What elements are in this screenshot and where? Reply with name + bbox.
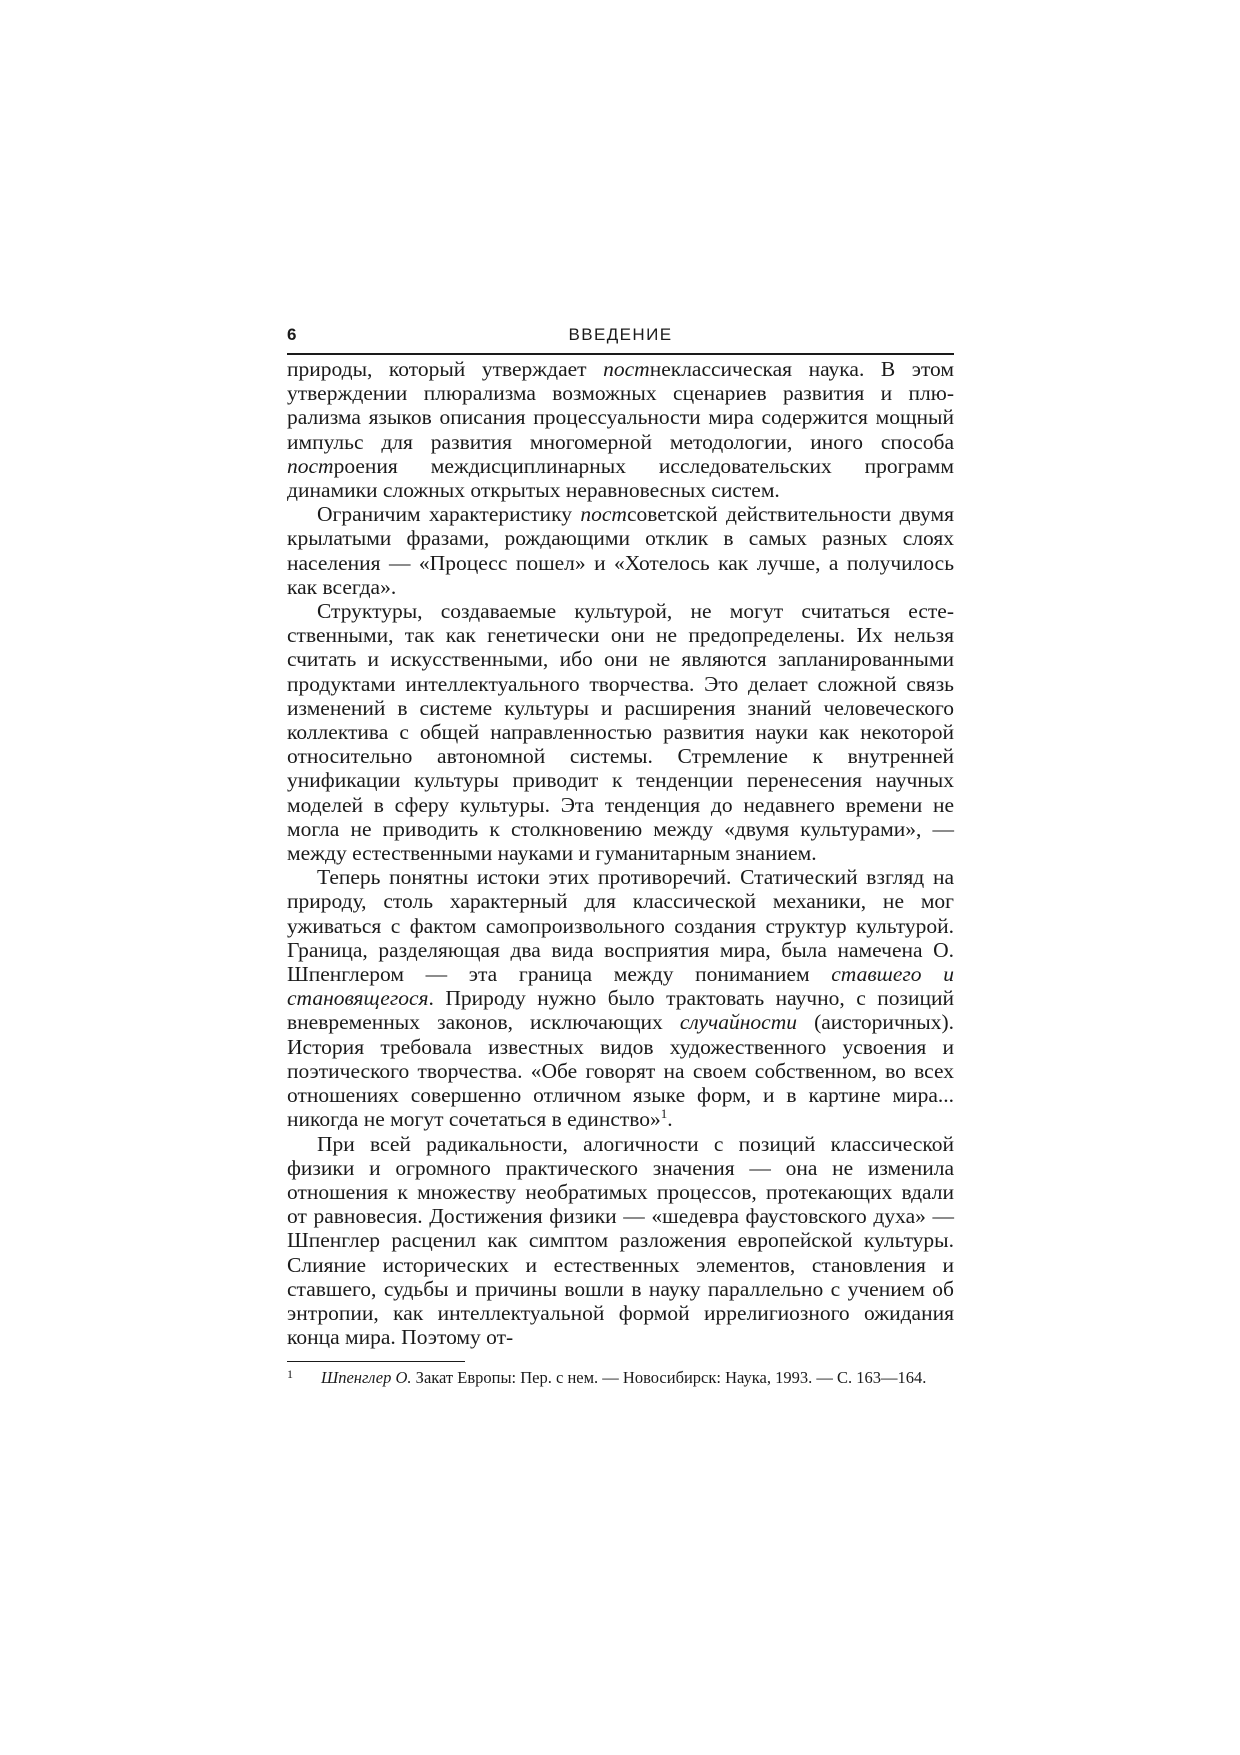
text-segment: роения междисциплинарных исследовательских программ динамики сложных открытых неравновесных систем. [287,453,954,503]
book-page [287,323,954,1388]
footnote-reference: 1 [660,1106,668,1122]
footnote-author: Шпенглер О. [321,1368,412,1388]
text-segment: советской действительности двумя крылатыми фразами, рождающими отклик в самых разных слоях населения — «Процесс пошел» и «Хотелось как лучше, а получилось как всегда». [287,502,954,599]
page-number: 6 [287,325,297,344]
text-segment: . Природу нужно было трактовать научно, с позиций вневременных законов, исключающих [287,986,954,1035]
text-segment: Теперь понятны истоки этих противоречий. Статический взгляд на природу, столь характерный для классической механики, не мог уживаться с фактом самопроизвольного создания структур культурой. Граница, разделяющая два вида восприятия мира, была намечена О. Шпенглером — эта граница между пониманием [287,865,954,987]
paragraph [287,502,954,599]
paragraph [287,599,954,865]
emphasis-text: ставшего и становящегося [287,962,954,1011]
paragraph [287,357,954,502]
footnote-marker: 1 [287,1367,293,1382]
text-segment: . [667,1107,673,1132]
text-segment: (аисторичных). История требовала известных видов художественного усвоения и поэтического творчества. «Обе говорят на своем собственном, во всех отношениях совершенно отличном языке форм, и в картине мира... никогда не могут сочетаться в единство» [287,1010,954,1132]
emphasis-text: пост [287,453,334,478]
paragraph [287,865,954,1131]
footnote [287,1368,954,1388]
text-segment: природы, который утверждает [287,357,604,381]
paragraph [287,1132,954,1350]
section-title: ВВЕДЕНИЕ [568,325,673,344]
footnote-divider [287,1361,465,1362]
text-segment: При всей радикальности, алогичности с позиций классической физики и огромного практического значения — она не изменила отношения к множеству необратимых процессов, протекающих вдали от равновесия. Достижения физики — «шедевра фаустовского духа» — Шпенглер расценил как симптом разложения европейской культуры. Слияние исторических и естественных элементов, становления и ставшего, судьбы и причины вошли в науку параллельно с учением об энтропии, как интеллектуальной формой иррелигиозного ожидания конца мира. Поэтому от- [287,1131,954,1350]
body-text [287,357,954,1349]
footnote-citation: Закат Европы: Пер. с нем. — Новосибирск: Наука, 1993. — С. 163—164. [411,1368,927,1388]
emphasis-text: пост [603,357,650,381]
text-segment: неклассическая наука. В этом утверждении плюрализма возможных сценариев развития и плюрализма языков описания процессуальности мира содержится мощный импульс для развития многомерной методологии, иного способа [287,357,955,454]
text-segment: Ограничим характеристику [317,502,581,527]
emphasis-text: пост [580,502,627,527]
running-head [287,323,954,355]
text-segment: Структуры, создаваемые культурой, не могут считаться естественными, так как генетически они не предопределены. Их нельзя считать и искусственными, ибо они не являются запланированными продуктами интеллектуального творчества. Это делает сложной связь изменений в системе культуры и расширения знаний человеческого коллектива с общей направленностью развития науки как некоторой относительно автономной системы. Стремление к внутренней унификации культуры приводит к тенденции перенесения научных моделей в сферу культуры. Эта тенденция до недавнего времени не могла не приводить к столкновению между «двумя культурами», — между естественными науками и гуманитарным знанием. [287,599,954,866]
emphasis-text: случайности [679,1010,797,1035]
